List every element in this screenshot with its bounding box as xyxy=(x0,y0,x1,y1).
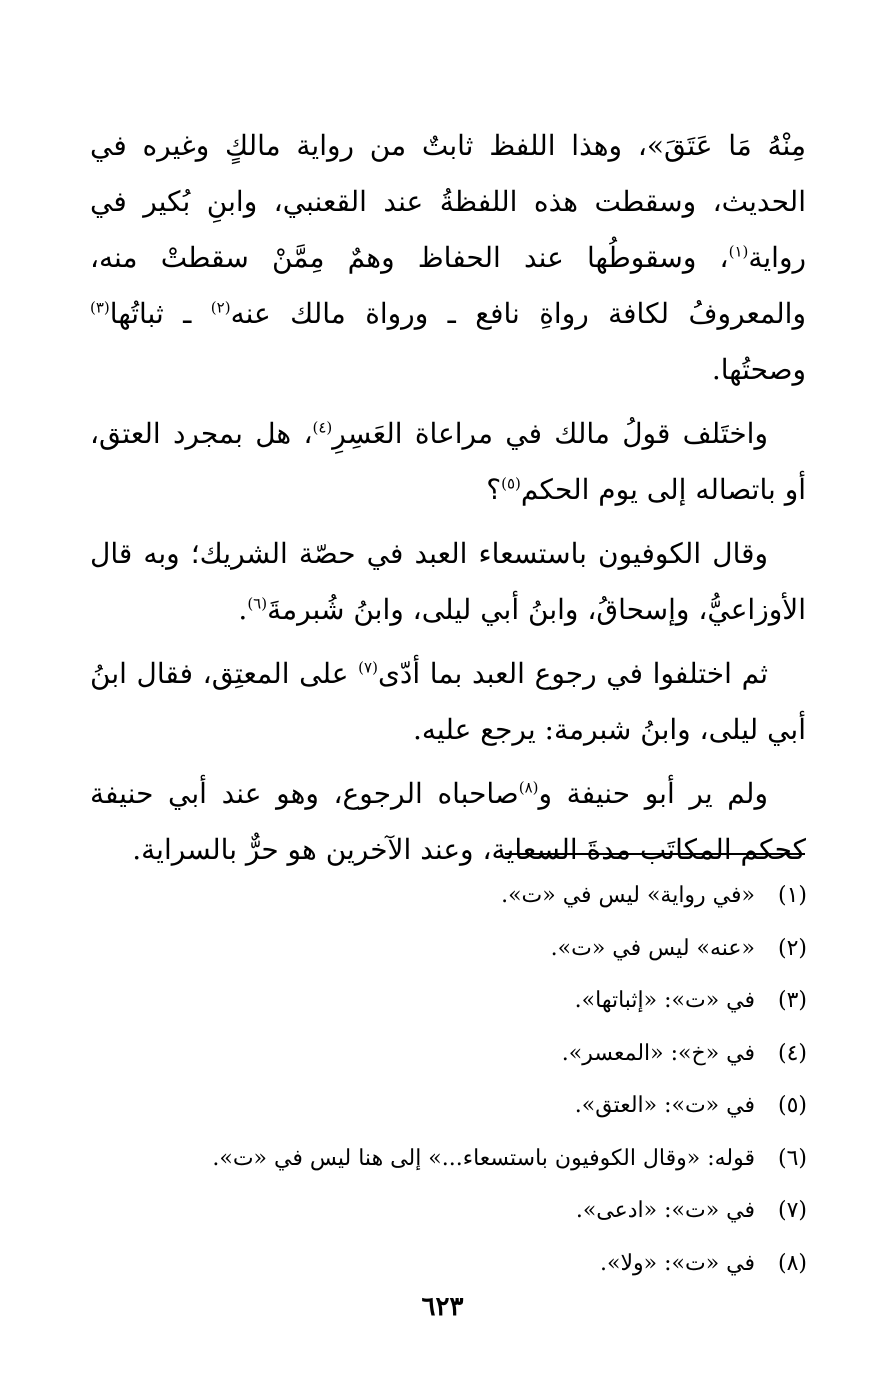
text-run: ـ ثباتُها xyxy=(109,297,211,330)
footnote-number: (٥) xyxy=(777,1093,807,1118)
footnote-ref: (١) xyxy=(728,242,749,261)
text-run: صاحباه الرجوع، وهو عند أبي حنيفة كحكم المكاتَب مدةَ السعاية، وعند الآخرين هو حرٌّ بالسراية. xyxy=(90,777,806,866)
footnote-number: (٤) xyxy=(777,1040,807,1066)
text-run: ، هل بمجرد العتق، أو باتصاله إلى يوم الحكم xyxy=(90,417,806,506)
footnote-ref: (٣) xyxy=(90,298,110,317)
footnote-number: (٨) xyxy=(777,1250,807,1276)
footnote-text: في «خ»: «المعسر». xyxy=(561,1040,755,1066)
footnote-item xyxy=(87,1238,807,1291)
text-run: ؟ xyxy=(486,473,502,506)
footnote-ref: (٧) xyxy=(358,658,378,677)
footnote-item xyxy=(87,870,807,923)
text-run: ولم ير أبو حنيفة و xyxy=(538,777,768,810)
footnote-item xyxy=(87,1080,807,1133)
footnote-text: قوله: «وقال الكوفيون باستسعاء...» إلى هنا ليس في «ت». xyxy=(212,1145,755,1171)
footnote-separator xyxy=(505,853,805,855)
footnote-ref: (٥) xyxy=(501,474,521,493)
text-run: واختَلف قولُ مالك في مراعاة العَسِرِ xyxy=(332,417,768,450)
text-run: على المعتِق، فقال ابنُ أبي ليلى، وابنُ شبرمة: يرجع عليه. xyxy=(90,657,806,746)
text-run: . xyxy=(238,593,248,626)
paragraph-1 xyxy=(90,118,806,398)
main-text xyxy=(90,118,806,886)
paragraph-4 xyxy=(90,646,806,758)
text-run: مِنْهُ مَا عَتَقَ»، وهذا اللفظ ثابتٌ من رواية مالكٍ وغيره في الحديث، وسقطت هذه اللفظةُ عند القعنبي، وابنِ بُكير في رواية xyxy=(90,129,806,274)
footnote-number: (٣) xyxy=(777,988,807,1013)
footnote-item xyxy=(87,1185,807,1238)
footnote-item xyxy=(87,975,807,1028)
footnote-text: في «ت»: «العتق». xyxy=(574,1093,755,1118)
footnote-text: «عنه» ليس في «ت». xyxy=(550,935,755,961)
paragraph-5 xyxy=(90,766,806,878)
paragraph-3 xyxy=(90,526,806,638)
footnote-number: (٢) xyxy=(777,935,807,961)
text-run: ، وسقوطُها عند الحفاظ وهمٌ مِمَّنْ سقطتْ منه، والمعروفُ لكافة رواةِ نافع ـ ورواة مالك عنه xyxy=(90,241,806,330)
paragraph-2 xyxy=(90,406,806,518)
footnote-number: (١) xyxy=(777,883,807,908)
text-run: وصحتُها. xyxy=(711,353,806,386)
text-run: وقال الكوفيون باستسعاء العبد في حصّة الشريك؛ وبه قال الأوزاعيُّ، وإسحاقُ، وابنُ أبي ليلى، وابنُ شُبرمةَ xyxy=(90,537,806,626)
footnote-number: (٦) xyxy=(777,1145,807,1171)
footnote-ref: (٨) xyxy=(518,778,539,797)
footnote-text: في «ت»: «إثباتها». xyxy=(574,988,755,1013)
footnote-item xyxy=(87,923,807,976)
footnote-item xyxy=(87,1133,807,1186)
footnote-ref: (٦) xyxy=(247,594,268,613)
footnote-item xyxy=(87,1028,807,1081)
footnote-text: في «ت»: «ولا». xyxy=(600,1250,755,1276)
footnote-ref: (٤) xyxy=(312,418,333,437)
footnote-ref: (٢) xyxy=(210,298,231,317)
text-run: ثم اختلفوا في رجوع العبد بما أدّى xyxy=(377,657,768,690)
page-number: ٦٢٣ xyxy=(421,1292,464,1322)
footnote-number: (٧) xyxy=(777,1198,807,1223)
footnote-text: في «ت»: «ادعى». xyxy=(575,1198,755,1223)
footnote-text: «في رواية» ليس في «ت». xyxy=(501,883,755,908)
footnotes-list xyxy=(87,870,807,1290)
